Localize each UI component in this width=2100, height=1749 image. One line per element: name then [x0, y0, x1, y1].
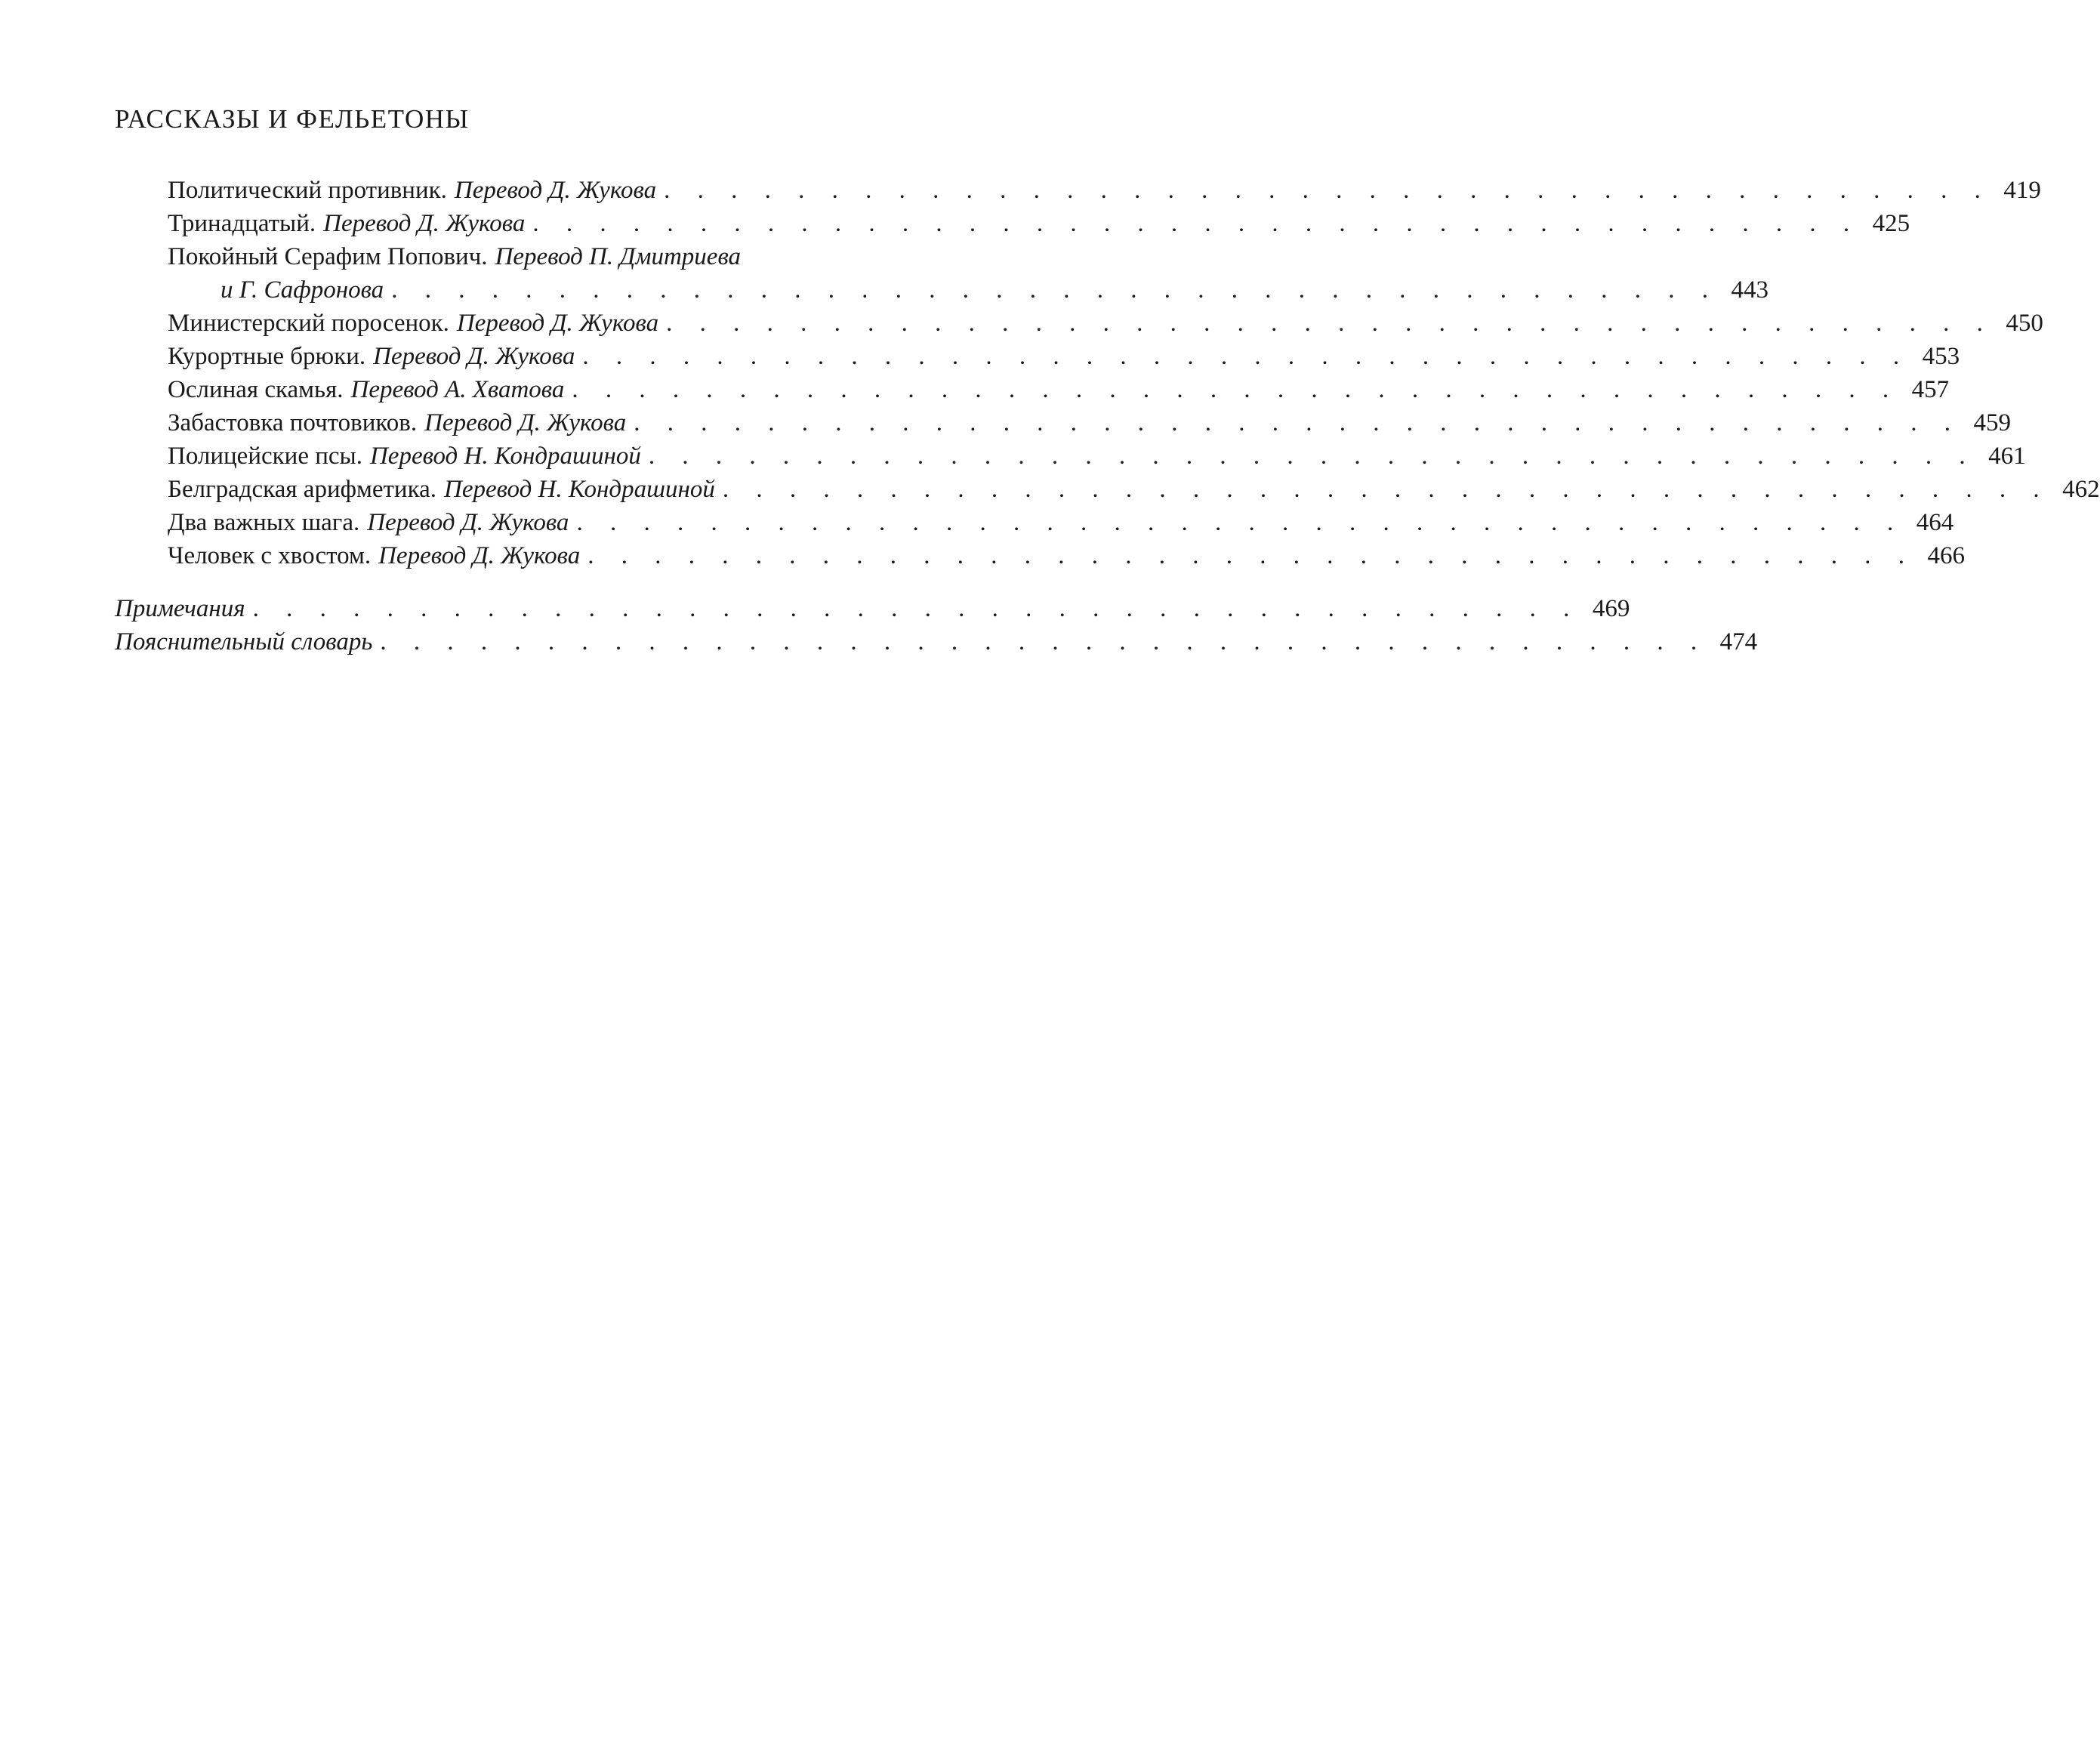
entry-translator: Перевод П. Дмитриева: [495, 243, 742, 270]
toc-entry[interactable]: [168, 175, 2041, 205]
dot-leader: . . . . . . . . . . . . . . . . . . . . . . . . . . . . . . . . . . . . . . . .: [532, 210, 1861, 237]
entry-translator: Перевод Д. Жукова: [424, 409, 627, 436]
dot-leader: . . . . . . . . . . . . . . . . . . . . . . . . . . . . . . . . . . . . . . . .: [722, 476, 2050, 503]
dot-leader: . . . . . . . . . . . . . . . . . . . . . . . . . . . . . . . . . . . . . . . .: [576, 509, 1904, 536]
dot-leader: . . . . . . . . . . . . . . . . . . . . . . . . . . . . . . . . . . . . . . . .: [582, 343, 1910, 370]
entry-translator: Перевод Н. Кондрашиной: [369, 443, 641, 470]
entry-title: Ослиная скамья.: [168, 376, 344, 403]
entry-title: Покойный Серафим Попович.: [168, 243, 488, 270]
entry-title: Забастовка почтовиков.: [168, 409, 418, 436]
toc-entry[interactable]: [168, 474, 2100, 504]
entry-title: Белградская арифметика.: [168, 476, 437, 503]
appendix-page-number: 469: [1592, 595, 1630, 622]
section-title: РАССКАЗЫ И ФЕЛЬЕТОНЫ: [115, 104, 470, 134]
dot-leader: . . . . . . . . . . . . . . . . . . . . . . . . . . . . . . . . . . . . . . . .: [664, 177, 1991, 204]
toc-entry[interactable]: [168, 375, 1950, 405]
entry-page-number: 443: [1731, 276, 1769, 304]
entry-title: Курортные брюки.: [168, 343, 366, 370]
entry-page-number: 450: [2006, 310, 2043, 337]
appendix-title: Примечания: [115, 595, 245, 622]
dot-leader: . . . . . . . . . . . . . . . . . . . . . . . . . . . . . . . . . . . . . . . .: [666, 310, 1994, 337]
toc-entry[interactable]: [168, 507, 1954, 538]
dot-leader: . . . . . . . . . . . . . . . . . . . . . . . . . . . . . . . . . . . . . . . .: [391, 276, 1719, 304]
dot-leader: . . . . . . . . . . . . . . . . . . . . . . . . . . . . . . . . . . . . . . . .: [380, 628, 1708, 655]
toc-entry[interactable]: [168, 408, 2012, 438]
dot-leader: . . . . . . . . . . . . . . . . . . . . . . . . . . . . . . . . . . . . . . . .: [572, 376, 1900, 403]
entry-title: Министерский поросенок.: [168, 310, 449, 337]
toc-appendix-entry[interactable]: [115, 594, 1630, 624]
toc-entry[interactable]: [168, 242, 741, 272]
entry-translator: Перевод Д. Жукова: [367, 509, 569, 536]
appendix-title: Пояснительный словарь: [115, 628, 373, 655]
entry-translator: Перевод Д. Жукова: [456, 310, 659, 337]
dot-leader: . . . . . . . . . . . . . . . . . . . . . . . . . . . . . . . . . . . . . . . .: [252, 595, 1580, 622]
entry-translator: и Г. Сафронова: [220, 276, 384, 304]
dot-leader: . . . . . . . . . . . . . . . . . . . . . . . . . . . . . . . . . . . . . . . .: [634, 409, 1962, 436]
toc-entry[interactable]: [168, 341, 1960, 372]
entry-translator: Перевод А. Хватова: [350, 376, 565, 403]
entry-translator: Перевод Д. Жукова: [323, 210, 526, 237]
dot-leader: . . . . . . . . . . . . . . . . . . . . . . . . . . . . . . . . . . . . . . . .: [648, 443, 1976, 470]
entry-translator: Перевод Д. Жукова: [373, 343, 575, 370]
entry-title: Два важных шага.: [168, 509, 360, 536]
entry-page-number: 425: [1872, 210, 1910, 237]
dot-leader: . . . . . . . . . . . . . . . . . . . . . . . . . . . . . . . . . . . . . . . .: [587, 542, 1916, 569]
entry-translator: Перевод Д. Жукова: [378, 542, 581, 569]
appendix-page-number: 474: [1719, 628, 1758, 655]
entry-page-number: 457: [1911, 376, 1950, 403]
toc-entry[interactable]: [168, 441, 2026, 471]
entry-page-number: 453: [1922, 343, 1960, 370]
toc-entry-continuation[interactable]: [220, 275, 1769, 305]
toc-appendix-entry[interactable]: [115, 627, 1758, 657]
entry-translator: Перевод Д. Жукова: [454, 177, 657, 204]
entry-page-number: 462: [2062, 476, 2100, 503]
toc-entry[interactable]: [168, 308, 2043, 338]
entry-translator: Перевод Н. Кондрашиной: [444, 476, 715, 503]
toc-entry[interactable]: [168, 208, 1910, 239]
entry-title: Полицейские псы.: [168, 443, 362, 470]
entry-page-number: 419: [2003, 177, 2041, 204]
entry-page-number: 461: [1988, 443, 2026, 470]
toc-entry[interactable]: [168, 541, 1966, 571]
entry-page-number: 464: [1916, 509, 1954, 536]
entry-title: Политический противник.: [168, 177, 447, 204]
entry-page-number: 459: [1973, 409, 2012, 436]
entry-title: Тринадцатый.: [168, 210, 316, 237]
entry-page-number: 466: [1927, 542, 1966, 569]
entry-title: Человек с хвостом.: [168, 542, 372, 569]
